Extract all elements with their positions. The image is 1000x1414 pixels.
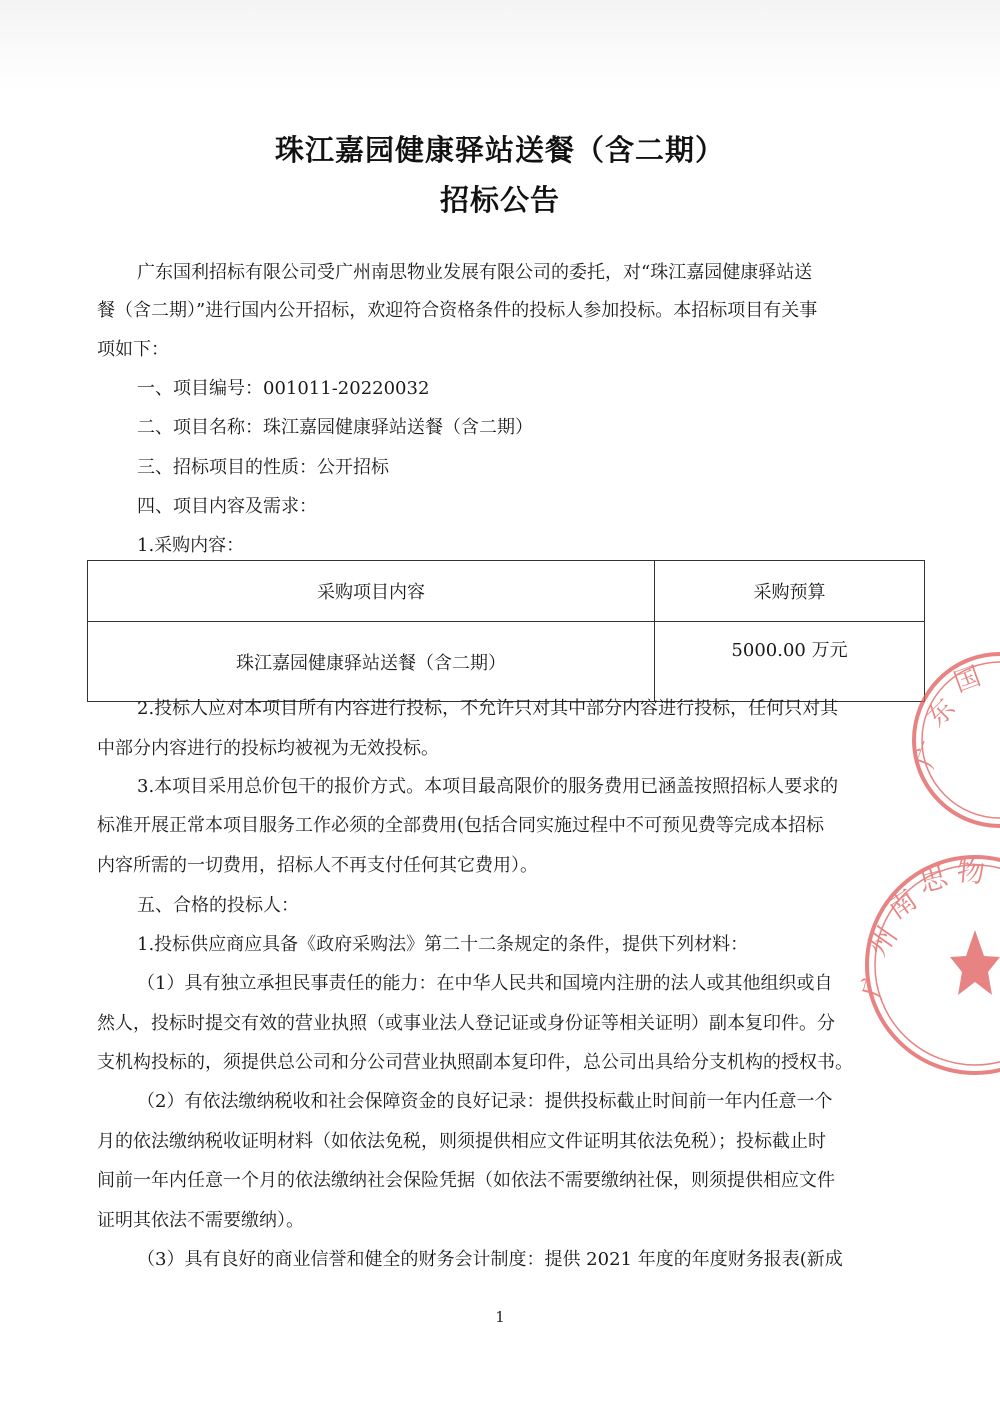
table-header-cell: 采购项目内容 [88, 561, 655, 622]
document-subtitle: 招标公告 [439, 183, 560, 217]
para2-line-2: 中部分内容进行的投标均被视为无效投标。 [97, 738, 439, 759]
qualified-bidder-heading: 五、合格的投标人： [137, 895, 299, 916]
table-header-cell: 采购预算 [655, 561, 925, 622]
qualified-bidder-intro: 1.投标供应商应具备《政府采购法》第二十二条规定的条件，提供下列材料： [137, 934, 749, 955]
table-cell: 5000.00 万元 [655, 622, 925, 702]
project-nature: 三、招标项目的性质：公开招标 [137, 457, 389, 478]
svg-text:物: 物 [955, 854, 987, 890]
svg-text:广: 广 [854, 966, 895, 1002]
condition2-line-2: 月的依法缴纳税收证明材料（如依法免税，则须提供相应文件证明其依法免税）；投标截止时 [97, 1131, 826, 1152]
seal-guangdong-guoli [910, 654, 1000, 826]
intro-line-2: 餐（含二期）”进行国内公开招标，欢迎符合资格条件的投标人参加投标。本招标项目有关事 [97, 300, 818, 321]
project-content-heading: 四、项目内容及需求： [137, 496, 317, 517]
para2-line-1: 2.投标人应对本项目所有内容进行投标，不允许只对其中部分内容进行投标，任何只对其 [137, 698, 839, 719]
svg-text:东: 东 [921, 693, 962, 733]
intro-line-3: 项如下： [97, 339, 169, 360]
condition1-line-2: 然人，投标时提交有效的营业执照（或事业法人登记证或身份证等相关证明）副本复印件。分 [97, 1013, 835, 1034]
svg-text:南: 南 [881, 882, 923, 926]
para3-line-1: 3.本项目采用总价包干的报价方式。本项目最高限价的服务费用已涵盖按照招标人要求的 [137, 776, 839, 797]
para3-line-3: 内容所需的一切费用，招标人不再支付任何其它费用）。 [97, 855, 538, 876]
svg-text:州: 州 [860, 920, 904, 963]
condition3-line-1: （3）具有良好的商业信誉和健全的财务会计制度：提供 2021 年度的年度财务报表(新成 [137, 1249, 843, 1270]
page-number: 1 [495, 1308, 505, 1326]
svg-text:广: 广 [910, 737, 948, 773]
condition1-line-1: （1）具有独立承担民事责任的能力：在中华人民共和国境内注册的法人或其他组织或自 [137, 973, 833, 994]
document-title: 珠江嘉园健康驿站送餐（含二期） [274, 133, 725, 167]
condition2-line-4: 证明其依法不需要缴纳）。 [97, 1210, 304, 1231]
condition2-line-1: （2）有依法缴纳税收和社会保障资金的良好记录：提供投标截止时间前一年内任意一个 [137, 1091, 833, 1112]
svg-text:国: 国 [950, 661, 985, 699]
project-number: 一、项目编号：001011-20220032 [137, 378, 430, 399]
intro-line-1: 广东国利招标有限公司受广州南思物业发展有限公司的委托，对“珠江嘉园健康驿站送 [137, 262, 813, 283]
svg-text:思: 思 [915, 859, 951, 899]
table-cell: 珠江嘉园健康驿站送餐（含二期） [88, 622, 655, 702]
procurement-content-heading: 1.采购内容： [137, 535, 245, 556]
project-name: 二、项目名称：珠江嘉园健康驿站送餐（含二期） [137, 417, 533, 438]
condition1-line-3: 支机构投标的，须提供总公司和分公司营业执照副本复印件，总公司出具给分支机构的授权书。 [97, 1052, 853, 1073]
para3-line-2: 标准开展正常本项目服务工作必须的全部费用(包括合同实施过程中不可预见费等完成本招标 [97, 815, 825, 836]
seal-guangzhou-nansi [855, 854, 1000, 1073]
condition2-line-3: 间前一年内任意一个月的依法缴纳社会保险凭据（如依法不需要缴纳社保，则须提供相应文件 [97, 1170, 835, 1191]
